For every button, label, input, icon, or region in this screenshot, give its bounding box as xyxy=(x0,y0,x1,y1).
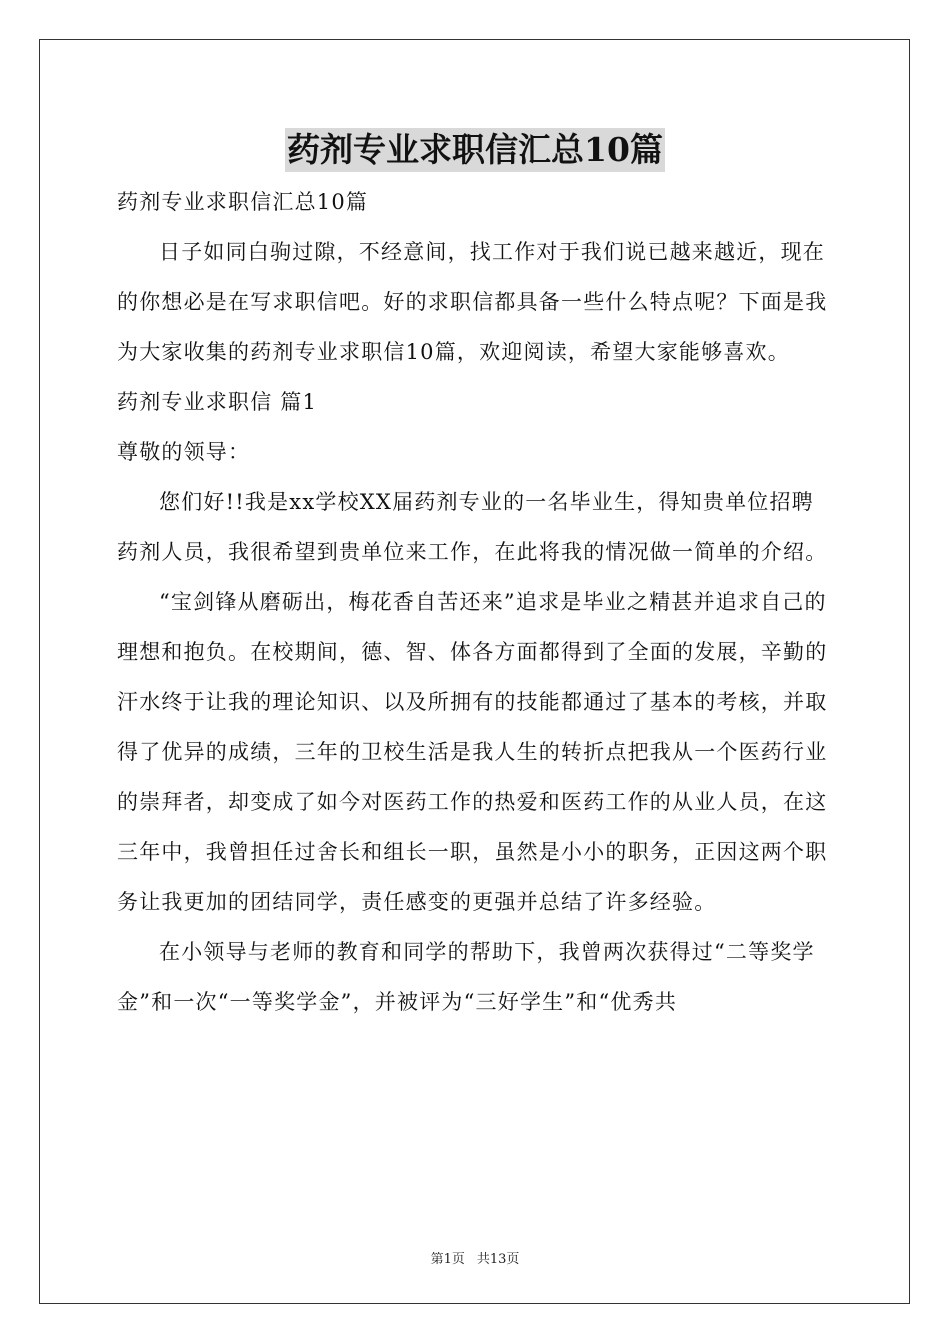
paragraph-experience: “宝剑锋从磨砺出，梅花香自苦还来”追求是毕业之精甚并追求自己的理想和抱负。在校期间，德、智、体各方面都得到了全面的发展，辛勤的汗水终于让我的理论知识、以及所拥有的技能都通过了基本的考核，并取得了优异的成绩，三年的卫校生活是我人生的转折点把我从一个医药行业的崇拜者，却变成了如今对医药工作的热爱和医药工作的从业人员，在这三年中，我曾担任过舍长和组长一职，虽然是小小的职务，正因这两个职务让我更加的团结同学，责任感变的更强并总结了许多经验。 xyxy=(117,590,828,914)
title-wrap xyxy=(0,128,950,172)
page-total: 共13页 xyxy=(476,1252,520,1267)
section-heading: 药剂专业求职信 篇1 xyxy=(117,390,318,414)
paragraph-awards: 在小领导与老师的教育和同学的帮助下，我曾两次获得过“二等奖学金”和一次“一等奖学金”，并被评为“三好学生”和“优秀共 xyxy=(117,940,815,1014)
document-body xyxy=(117,177,835,1027)
page-number: 第1页 xyxy=(430,1252,465,1267)
paragraph-intro: 日子如同白驹过隙，不经意间，找工作对于我们说已越来越近，现在的你想必是在写求职信吧。好的求职信都具备一些什么特点呢？下面是我为大家收集的药剂专业求职信10篇，欢迎阅读，希望大家能够喜欢。 xyxy=(117,240,828,364)
paragraph-subtitle: 药剂专业求职信汇总10篇 xyxy=(117,190,369,214)
paragraph-greeting: 您们好!!我是xx学校XX届药剂专业的一名毕业生，得知贵单位招聘药剂人员，我很希望到贵单位来工作，在此将我的情况做一简单的介绍。 xyxy=(117,490,828,564)
page-footer xyxy=(0,1248,950,1267)
document-title: 药剂专业求职信汇总10篇 xyxy=(285,128,665,172)
salutation: 尊敬的领导： xyxy=(117,440,251,464)
